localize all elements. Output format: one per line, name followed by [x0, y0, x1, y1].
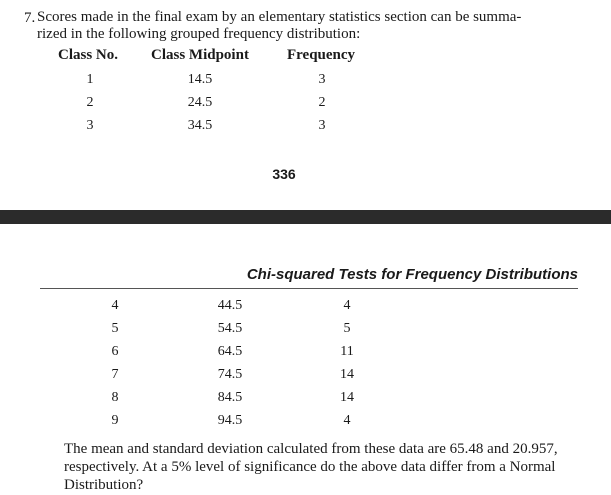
running-header: Chi-squared Tests for Frequency Distributions	[246, 266, 578, 283]
table-cell: 54.5	[217, 321, 243, 336]
table-cell: 11	[340, 344, 354, 359]
problem-number: 7.	[24, 10, 36, 26]
table-cell: 6	[111, 344, 119, 359]
table-cell: 4	[343, 413, 351, 428]
page-number: 336	[272, 166, 296, 182]
table-cell: 4	[343, 298, 351, 313]
table-cell: 4	[111, 298, 119, 313]
table-cell: 8	[111, 390, 119, 405]
table-cell: 34.5	[187, 118, 213, 133]
table-cell: 14	[340, 367, 354, 382]
problem-text	[37, 9, 577, 43]
table-cell: 44.5	[217, 298, 243, 313]
header-frequency: Frequency	[287, 47, 356, 63]
table-cell: 3	[86, 118, 94, 133]
table-cell: 94.5	[217, 413, 243, 428]
closing-text: The mean and standard deviation calculated from these data are 65.48 and 20.957, respectively. At a 5% level of significance do the above data differ from a Normal Distribution?	[64, 441, 558, 493]
table-cell: 5	[111, 321, 119, 336]
problem-text-line-1: Scores made in the final exam by an elementary statistics section can be summa-	[37, 9, 522, 25]
table-cell: 64.5	[217, 344, 243, 359]
table-cell: 1	[86, 72, 94, 87]
header-class-midpoint: Class Midpoint	[151, 47, 249, 63]
table-cell: 74.5	[217, 367, 243, 382]
table-cell: 2	[86, 95, 94, 110]
table-cell: 5	[343, 321, 351, 336]
header-class-no: Class No.	[58, 47, 119, 63]
table-cell: 3	[318, 72, 326, 87]
page-divider	[0, 210, 611, 224]
table-cell: 2	[318, 95, 326, 110]
table-cell: 84.5	[217, 390, 243, 405]
table-cell: 14.5	[187, 72, 213, 87]
problem-text-line-2: rized in the following grouped frequency distribution:	[37, 26, 361, 42]
table-cell: 7	[111, 367, 119, 382]
table-cell: 24.5	[187, 95, 213, 110]
table-cell: 3	[318, 118, 326, 133]
table-cell: 14	[340, 390, 354, 405]
header-rule	[40, 288, 578, 289]
table-cell: 9	[111, 413, 119, 428]
